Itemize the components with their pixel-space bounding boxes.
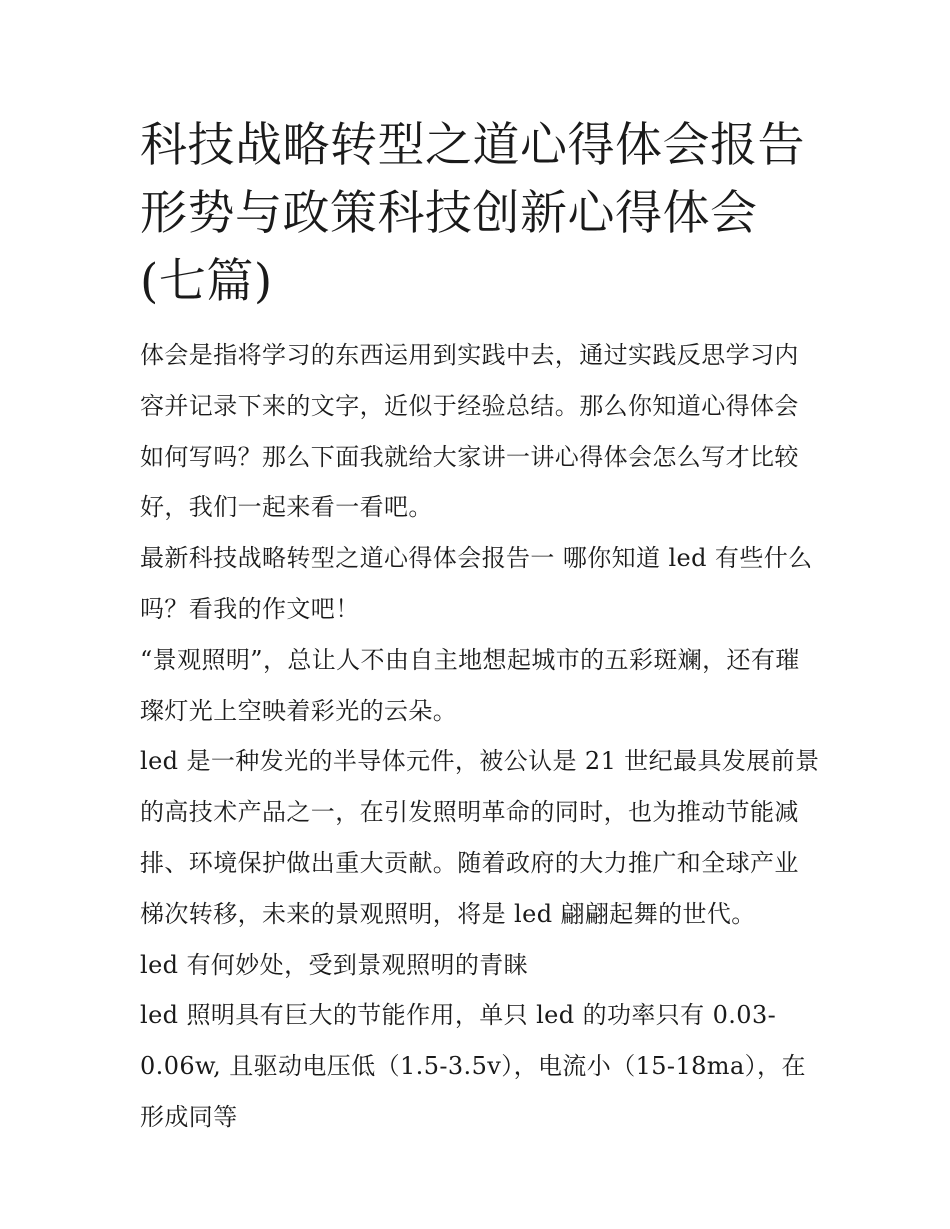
paragraph-led-description: led 是一种发光的半导体元件，被公认是 21 世纪最具发展前景的高技术产品之一，在引发照明革命的同时，也为推动节能减排、环境保护做出重大贡献。随着政府的大力推广和全球产业梯次转移，未来的景观照明，将是 led 翩翩起舞的世代。 bbox=[140, 747, 820, 928]
paragraph-landscape-lighting: “景观照明”，总让人不由自主地想起城市的五彩斑斓，还有璀璨灯光上空映着彩光的云朵。 bbox=[140, 645, 800, 725]
document-title: 科技战略转型之道心得体会报告 形势与政策科技创新心得体会(七篇) bbox=[140, 118, 805, 309]
paragraph-intro: 体会是指将学习的东西运用到实践中去，通过实践反思学习内容并记录下来的文字，近似于经验总结。那么你知道心得体会如何写吗？那么下面我就给大家讲一讲心得体会怎么写才比较好，我们一起来看一看吧。 bbox=[140, 341, 799, 522]
paragraph-led-energy-saving: led 照明具有巨大的节能作用，单只 led 的功率只有 0.03-0.06w, 且驱动电压低（1.5-3.5v），电流小（15-18ma），在形成同等 bbox=[140, 1001, 806, 1131]
paragraph-led-advantages-heading: led 有何妙处，受到景观照明的青睐 bbox=[140, 950, 529, 979]
paragraph-report-one-heading: 最新科技战略转型之道心得体会报告一 哪你知道 led 有些什么吗？看我的作文吧！ bbox=[140, 544, 813, 623]
document-page bbox=[140, 112, 820, 1143]
